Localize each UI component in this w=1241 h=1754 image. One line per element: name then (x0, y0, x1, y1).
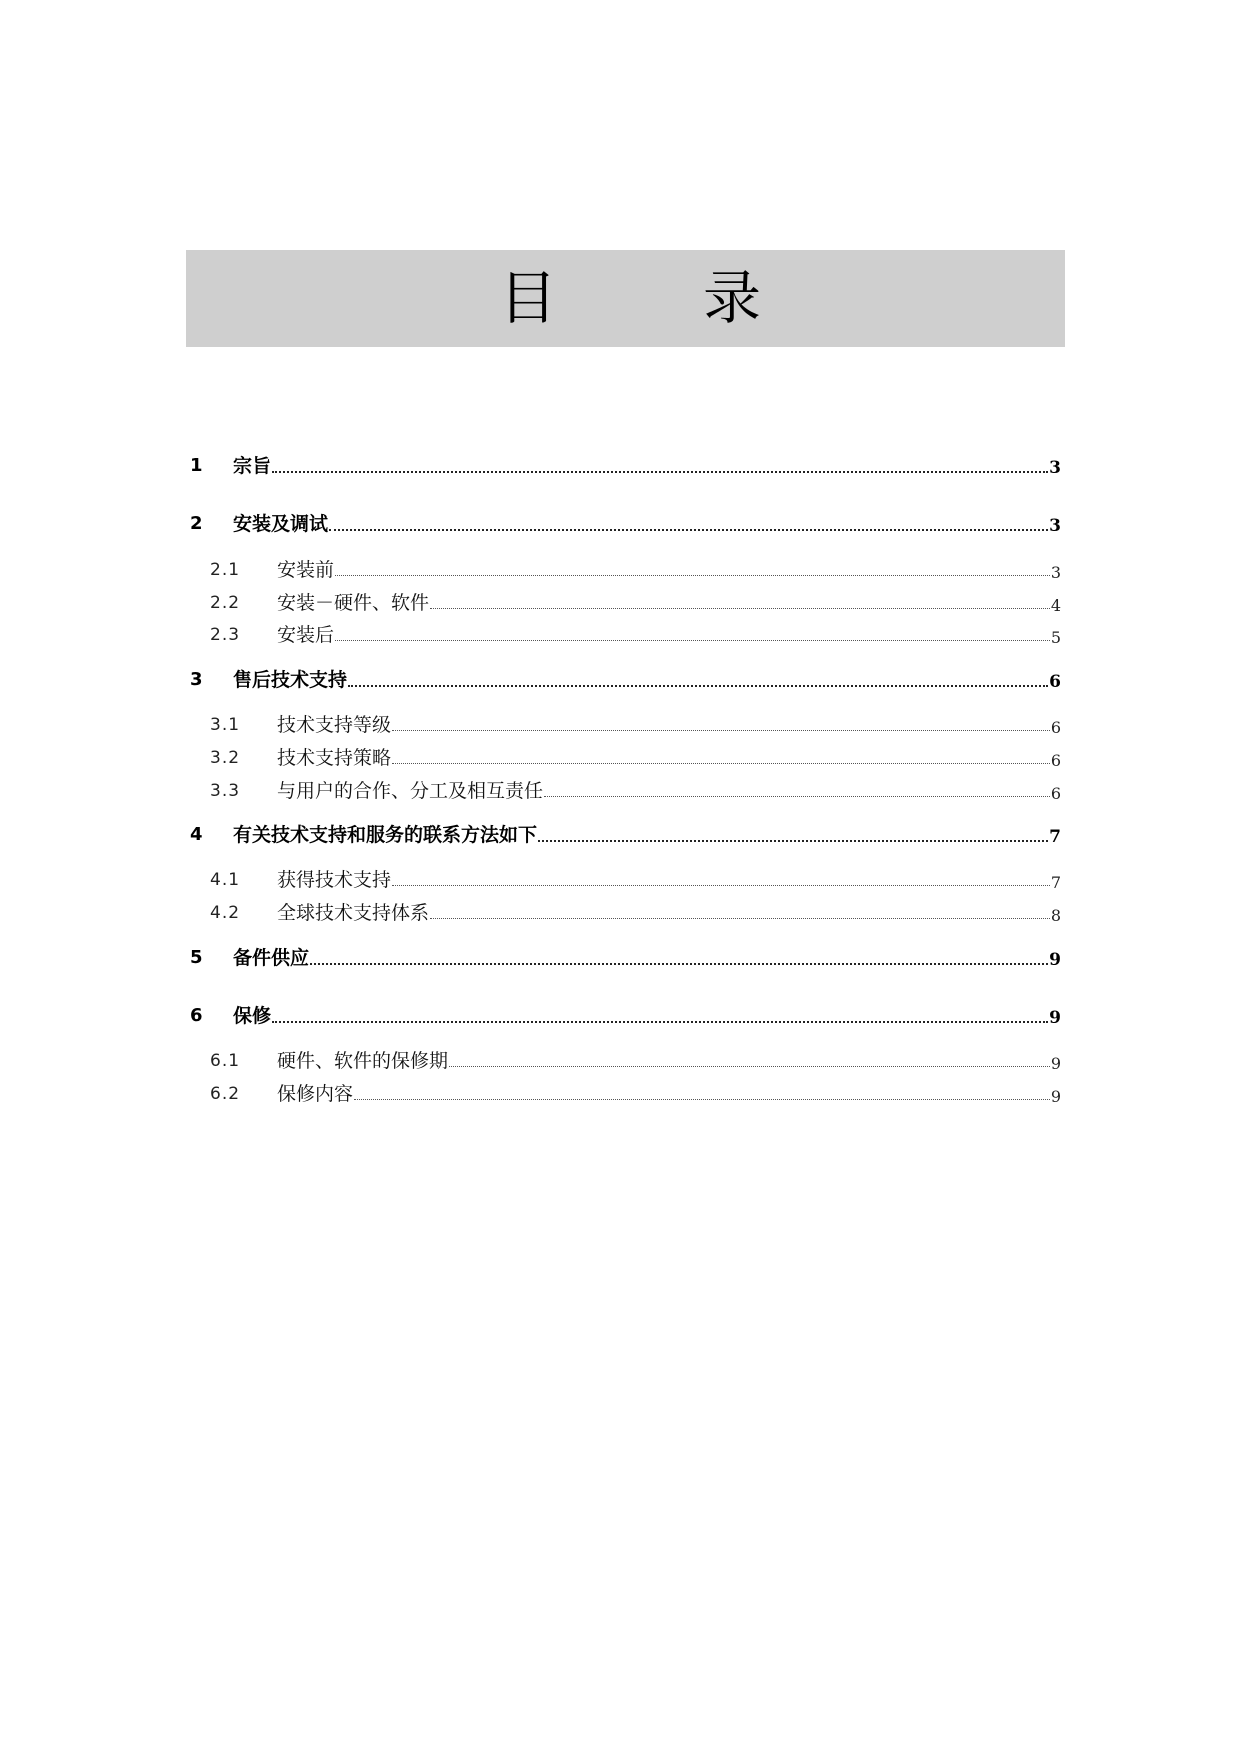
toc-entry-3-2[interactable] (186, 742, 1061, 770)
toc-entry-number: 4.1 (210, 870, 241, 890)
toc-entry-page: 3 (1049, 458, 1061, 478)
toc-entry-label: 与用户的合作、分工及相互责任 (277, 780, 544, 802)
toc-dot-leader (272, 468, 1048, 473)
toc-entry-label: 宗旨 (233, 455, 272, 477)
toc-entry-number: 3 (190, 669, 203, 690)
toc-entry-page: 6 (1050, 718, 1061, 737)
toc-entry-2[interactable] (186, 508, 1061, 536)
toc-entry-number: 2.2 (210, 593, 241, 613)
toc-entry-number: 6.1 (210, 1051, 241, 1071)
toc-dot-leader (272, 1018, 1048, 1023)
toc-entry-2-2[interactable] (186, 587, 1061, 615)
toc-dot-leader (392, 760, 1050, 764)
toc-entry-2-1[interactable] (186, 554, 1061, 582)
toc-entry-label: 备件供应 (233, 947, 310, 969)
toc-entry-label: 售后技术支持 (233, 669, 348, 691)
toc-entry-6[interactable] (186, 1000, 1061, 1028)
toc-entry-label: 技术支持等级 (277, 714, 392, 736)
toc-entry-4-2[interactable] (186, 897, 1061, 925)
toc-entry-number: 2 (190, 513, 203, 534)
toc-entry-page: 3 (1050, 563, 1061, 582)
toc-entry-number: 2.1 (210, 560, 241, 580)
toc-entry-number: 4.2 (210, 903, 241, 923)
toc-entry-label: 获得技术支持 (277, 869, 392, 891)
toc-entry-label: 保修内容 (277, 1083, 354, 1105)
toc-entry-number: 4 (190, 824, 203, 845)
toc-dot-leader (335, 637, 1050, 641)
toc-entry-label: 保修 (233, 1005, 272, 1027)
toc-dot-leader (310, 960, 1048, 965)
toc-entry-page: 9 (1050, 1054, 1061, 1073)
toc-entry-label: 硬件、软件的保修期 (277, 1050, 449, 1072)
toc-entry-4-1[interactable] (186, 864, 1061, 892)
toc-dot-leader (354, 1096, 1050, 1100)
toc-entry-page: 7 (1049, 827, 1061, 847)
toc-entry-label: 技术支持策略 (277, 747, 392, 769)
toc-entry-5[interactable] (186, 942, 1061, 970)
toc-entry-page: 8 (1050, 906, 1061, 925)
toc-entry-4[interactable] (186, 819, 1061, 847)
toc-entry-3-3[interactable] (186, 775, 1061, 803)
toc-entry-3[interactable] (186, 664, 1061, 692)
toc-dot-leader (329, 526, 1048, 531)
toc-dot-leader (348, 682, 1048, 687)
toc-entry-number: 5 (190, 947, 203, 968)
toc-entry-2-3[interactable] (186, 619, 1061, 647)
toc-entry-page: 5 (1050, 628, 1061, 647)
toc-entry-1[interactable] (186, 450, 1061, 478)
toc-entry-label: 有关技术支持和服务的联系方法如下 (233, 824, 538, 846)
toc-entry-label: 安装前 (277, 559, 335, 581)
toc-entry-6-2[interactable] (186, 1078, 1061, 1106)
toc-dot-leader (392, 727, 1050, 731)
toc-dot-leader (430, 605, 1050, 609)
toc-entry-label: 安装后 (277, 624, 335, 646)
toc-title-char-1: 目 (499, 264, 558, 332)
toc-entry-label: 全球技术支持体系 (277, 902, 430, 924)
toc-entry-page: 6 (1050, 751, 1061, 770)
toc-entry-number: 3.3 (210, 781, 241, 801)
toc-entry-page: 6 (1050, 784, 1061, 803)
toc-dot-leader (430, 915, 1050, 919)
toc-entry-6-1[interactable] (186, 1045, 1061, 1073)
toc-entry-page: 6 (1049, 672, 1061, 692)
toc-entry-page: 7 (1050, 873, 1061, 892)
toc-dot-leader (538, 837, 1048, 842)
toc-title-bar (186, 250, 1065, 347)
toc-dot-leader (392, 882, 1050, 886)
toc-entry-number: 1 (190, 455, 203, 476)
toc-entry-number: 3.2 (210, 748, 241, 768)
toc-entry-number: 6 (190, 1005, 203, 1026)
toc-entry-3-1[interactable] (186, 709, 1061, 737)
toc-dot-leader (544, 793, 1050, 797)
toc-entry-number: 2.3 (210, 625, 241, 645)
toc-entry-page: 9 (1049, 950, 1061, 970)
toc-dot-leader (449, 1063, 1050, 1067)
toc-entry-number: 3.1 (210, 715, 241, 735)
toc-entry-label: 安装－硬件、软件 (277, 592, 430, 614)
toc-entry-number: 6.2 (210, 1084, 241, 1104)
toc-entry-page: 9 (1050, 1087, 1061, 1106)
toc-entry-page: 4 (1050, 596, 1061, 615)
toc-title-char-2: 录 (703, 264, 762, 332)
toc-dot-leader (335, 572, 1050, 576)
toc-entry-label: 安装及调试 (233, 513, 329, 535)
toc-entry-page: 3 (1049, 516, 1061, 536)
toc-entry-page: 9 (1049, 1008, 1061, 1028)
